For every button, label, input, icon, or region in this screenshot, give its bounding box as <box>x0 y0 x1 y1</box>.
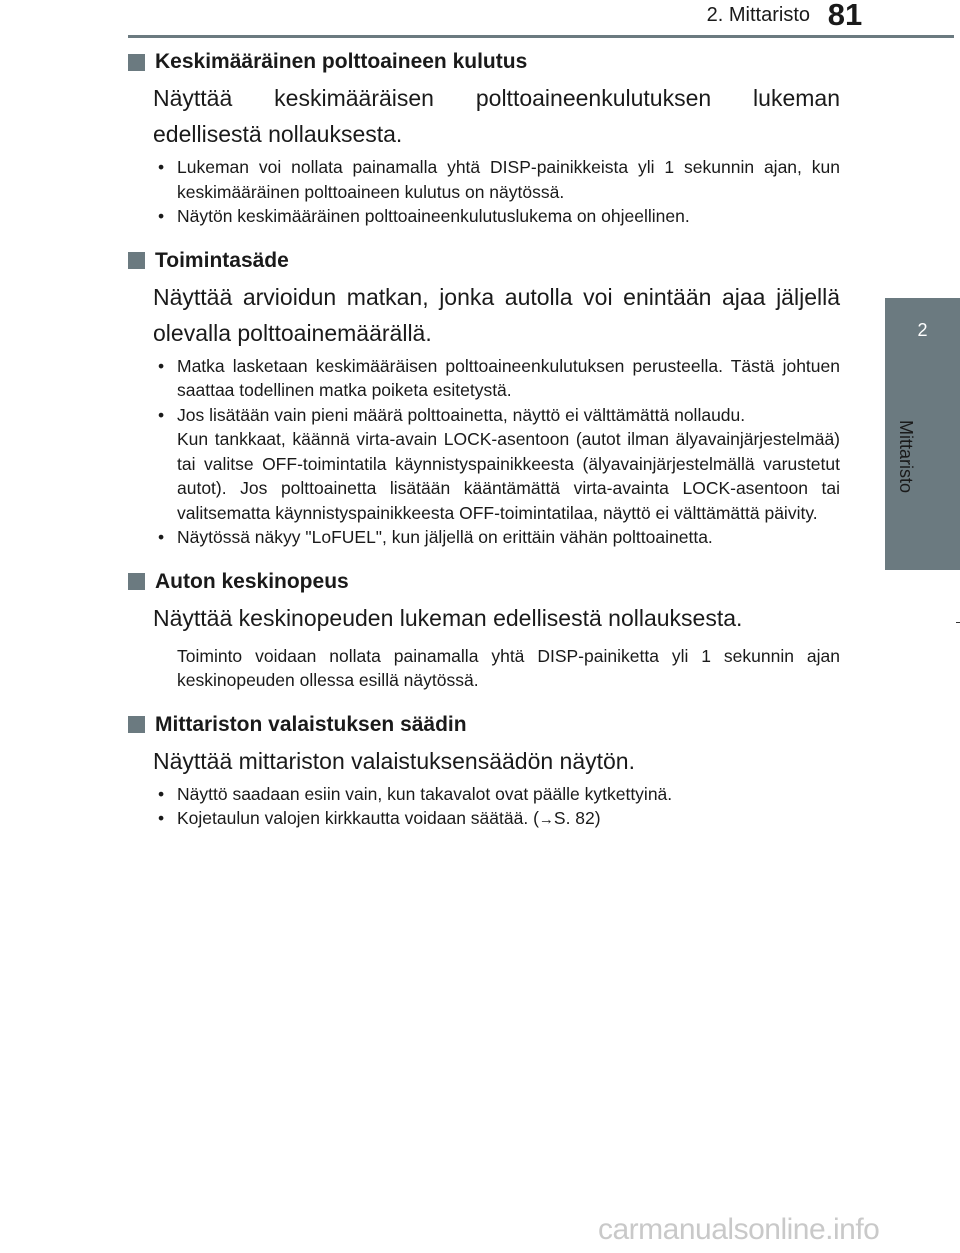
chapter-title: 2. Mittaristo <box>706 4 810 26</box>
arrow-right-icon: → <box>538 811 554 828</box>
list-item-text: Näytössä näkyy "LoFUEL", kun jäljellä on erittäin vähän polttoainetta. <box>177 527 713 547</box>
chapter-tab-number: 2 <box>917 320 928 340</box>
list-item-text: Matka lasketaan keskimääräisen polttoaineenkulutuksen perusteella. Tästä johtuen saattaa todellinen matka poiketa esitetystä. <box>177 355 840 400</box>
list-item <box>153 806 840 833</box>
bullet-dot-icon: • <box>158 206 165 226</box>
section-heading <box>128 564 840 600</box>
section-range <box>128 243 840 550</box>
watermark: carmanualsonline.info <box>598 1213 880 1246</box>
bullet-dot-icon: • <box>158 157 165 177</box>
list-item <box>153 155 840 204</box>
page-reference-link[interactable]: S. 82) <box>553 808 601 828</box>
section-note: Toiminto voidaan nollata painamalla yhtä DISP-painiketta yli 1 sekunnin ajan keskinopeuden ollessa esillä näytössä. <box>177 645 840 690</box>
section-heading <box>128 707 840 743</box>
bullet-dot-icon: • <box>158 355 165 376</box>
bullet-dot-icon: • <box>158 527 165 547</box>
bullet-dot-icon: • <box>158 808 165 828</box>
section-lead: Näyttää mittariston valaistuksensäädön näytön. <box>153 747 635 774</box>
section-title: Toimintasäde <box>155 248 289 272</box>
list-item-text: Jos lisätään vain pieni määrä polttoainetta, näyttö ei välttämättä nollaudu. <box>177 404 746 425</box>
bullet-list <box>153 782 840 833</box>
chapter-tab-label: Mittaristo <box>896 420 916 494</box>
section-heading <box>128 44 840 80</box>
list-item <box>153 782 840 807</box>
square-bullet-icon <box>128 54 145 71</box>
bullet-dot-icon: • <box>158 783 165 804</box>
section-illumination <box>128 707 840 833</box>
section-lead: Näyttää arvioidun matkan, jonka autolla voi enintään ajaa jäljellä olevalla polttoainemäärällä. <box>153 283 840 346</box>
header-divider <box>128 35 954 38</box>
section-lead: Näyttää keskimääräisen polttoaineenkulutuksen lukeman edellisestä nollauksesta. <box>153 85 840 147</box>
page-content <box>128 43 840 833</box>
page-number: 81 <box>827 0 863 32</box>
section-title: Auton keskinopeus <box>155 569 349 593</box>
section-lead: Näyttää keskinopeuden lukeman edellisestä nollauksesta. <box>153 604 743 631</box>
list-item <box>153 525 840 550</box>
bullet-dot-icon: • <box>158 404 165 425</box>
list-item <box>153 204 840 229</box>
section-heading <box>128 243 840 279</box>
list-item-text: Lukeman voi nollata painamalla yhtä DISP-painikkeista yli 1 sekunnin ajan, kun keskimääräinen polttoaineen kulutus on näytössä. <box>177 157 840 202</box>
section-title: Mittariston valaistuksen säädin <box>155 712 467 736</box>
list-item <box>153 403 840 526</box>
square-bullet-icon <box>128 252 145 269</box>
bullet-list <box>153 155 840 229</box>
list-item <box>153 354 840 403</box>
section-average-fuel <box>128 44 840 229</box>
list-item-text: Näytön keskimääräinen polttoaineenkulutuslukema on ohjeellinen. <box>177 206 690 226</box>
bullet-list <box>153 354 840 550</box>
square-bullet-icon <box>128 573 145 590</box>
section-average-speed <box>128 564 840 693</box>
list-item-continuation: Kun tankkaat, käännä virta-avain LOCK-asentoon (autot ilman älyavainjärjestelmää) tai valitse OFF-toimintatila käynnistyspainikkeesta (älyavainjärjestelmällä varustetut autot). Jos polttoainetta lisätään kääntämättä virta-avainta LOCK-asentoon tai valitsematta käynnistyspainikkeesta OFF-toimintatilaa, näyttö ei välttämättä päivity. <box>177 429 840 523</box>
section-title: Keskimääräinen polttoaineen kulutus <box>155 50 528 73</box>
square-bullet-icon <box>128 716 145 733</box>
margin-tick <box>956 622 960 623</box>
list-item-text: Kojetaulun valojen kirkkautta voidaan säätää. ( <box>177 808 539 828</box>
list-item-text: Näyttö saadaan esiin vain, kun takavalot ovat päälle kytkettyinä. <box>177 783 673 804</box>
